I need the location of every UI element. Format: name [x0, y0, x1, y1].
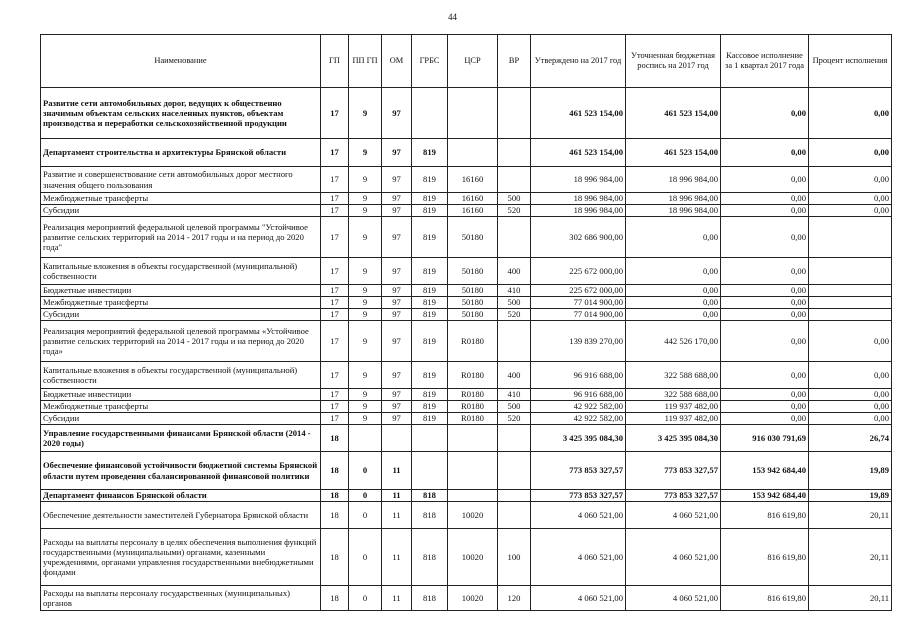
cell-grbs	[412, 425, 448, 452]
cell-budget: 0,00	[626, 258, 721, 285]
cell-grbs	[412, 88, 448, 139]
cell-grbs: 819	[412, 167, 448, 193]
cell-grbs: 819	[412, 413, 448, 425]
cell-approved: 3 425 395 084,30	[531, 425, 626, 452]
cell-csr: 10020	[448, 529, 498, 586]
table-row	[41, 167, 892, 193]
cell-budget: 4 060 521,00	[626, 529, 721, 586]
cell-csr: 16160	[448, 167, 498, 193]
cell-ppgp: 9	[349, 362, 382, 389]
cell-ppgp: 9	[349, 139, 382, 167]
cell-execution: 0,00	[721, 285, 809, 297]
cell-budget: 322 588 688,00	[626, 362, 721, 389]
cell-budget: 3 425 395 084,30	[626, 425, 721, 452]
cell-ppgp: 9	[349, 167, 382, 193]
cell-gp: 17	[321, 139, 349, 167]
cell-name: Расходы на выплаты персоналу государственных (муниципальных) органов	[41, 586, 321, 611]
cell-gp: 18	[321, 529, 349, 586]
cell-grbs: 818	[412, 502, 448, 529]
cell-grbs: 819	[412, 297, 448, 309]
cell-gp: 18	[321, 490, 349, 502]
cell-om: 97	[382, 205, 412, 217]
cell-om: 97	[382, 139, 412, 167]
cell-gp: 17	[321, 205, 349, 217]
cell-grbs: 819	[412, 285, 448, 297]
cell-csr: 50180	[448, 285, 498, 297]
cell-ppgp: 0	[349, 502, 382, 529]
cell-execution: 0,00	[721, 389, 809, 401]
cell-execution: 0,00	[721, 258, 809, 285]
cell-vr: 520	[498, 309, 531, 321]
cell-budget: 461 523 154,00	[626, 88, 721, 139]
cell-vr	[498, 502, 531, 529]
table-row	[41, 452, 892, 490]
cell-budget: 773 853 327,57	[626, 452, 721, 490]
cell-csr: 10020	[448, 586, 498, 611]
table-row	[41, 205, 892, 217]
cell-ppgp: 0	[349, 586, 382, 611]
cell-name: Межбюджетные трансферты	[41, 193, 321, 205]
cell-approved: 96 916 688,00	[531, 362, 626, 389]
cell-grbs: 819	[412, 389, 448, 401]
cell-ppgp: 9	[349, 309, 382, 321]
cell-vr: 500	[498, 193, 531, 205]
cell-csr: 10020	[448, 502, 498, 529]
cell-name: Субсидии	[41, 205, 321, 217]
header-ppgp: ПП ГП	[349, 35, 382, 88]
cell-csr	[448, 452, 498, 490]
cell-budget: 119 937 482,00	[626, 401, 721, 413]
cell-name: Обеспечение финансовой устойчивости бюджетной системы Брянской области путем проведения сбалансированной финансовой политики	[41, 452, 321, 490]
cell-grbs: 819	[412, 139, 448, 167]
cell-ppgp: 9	[349, 297, 382, 309]
cell-gp: 18	[321, 586, 349, 611]
table-row	[41, 217, 892, 258]
header-om: ОМ	[382, 35, 412, 88]
cell-csr	[448, 490, 498, 502]
cell-csr: R0180	[448, 362, 498, 389]
cell-om: 11	[382, 502, 412, 529]
cell-gp: 17	[321, 389, 349, 401]
cell-gp: 17	[321, 297, 349, 309]
cell-budget: 773 853 327,57	[626, 490, 721, 502]
cell-budget: 18 996 984,00	[626, 167, 721, 193]
cell-ppgp: 9	[349, 258, 382, 285]
cell-om: 11	[382, 529, 412, 586]
cell-om: 97	[382, 321, 412, 362]
table-row	[41, 139, 892, 167]
cell-grbs	[412, 452, 448, 490]
header-grbs: ГРБС	[412, 35, 448, 88]
table-row	[41, 297, 892, 309]
cell-approved: 18 996 984,00	[531, 205, 626, 217]
cell-gp: 18	[321, 502, 349, 529]
cell-approved: 461 523 154,00	[531, 139, 626, 167]
cell-approved: 225 672 000,00	[531, 258, 626, 285]
cell-approved: 18 996 984,00	[531, 193, 626, 205]
cell-budget: 0,00	[626, 285, 721, 297]
cell-execution: 0,00	[721, 362, 809, 389]
cell-gp: 17	[321, 413, 349, 425]
cell-csr: R0180	[448, 413, 498, 425]
cell-percent	[809, 217, 892, 258]
cell-execution: 816 619,80	[721, 529, 809, 586]
cell-om: 97	[382, 217, 412, 258]
cell-percent: 0,00	[809, 413, 892, 425]
cell-om: 97	[382, 258, 412, 285]
cell-om: 97	[382, 362, 412, 389]
cell-budget: 461 523 154,00	[626, 139, 721, 167]
cell-csr	[448, 425, 498, 452]
cell-gp: 17	[321, 88, 349, 139]
cell-execution: 153 942 684,40	[721, 490, 809, 502]
table-row	[41, 88, 892, 139]
cell-vr: 100	[498, 529, 531, 586]
cell-ppgp: 9	[349, 285, 382, 297]
cell-csr: 50180	[448, 309, 498, 321]
table-row	[41, 258, 892, 285]
cell-gp: 18	[321, 425, 349, 452]
table-row	[41, 490, 892, 502]
cell-execution: 0,00	[721, 167, 809, 193]
cell-percent: 0,00	[809, 139, 892, 167]
cell-execution: 0,00	[721, 139, 809, 167]
cell-name: Реализация мероприятий федеральной целевой программы "Устойчивое развитие сельских территорий на 2014 - 2017 годы и на период до 2020 года"	[41, 217, 321, 258]
cell-execution: 0,00	[721, 413, 809, 425]
cell-approved: 4 060 521,00	[531, 502, 626, 529]
header-percent: Процент исполнения	[809, 35, 892, 88]
cell-name: Управление государственными финансами Брянской области (2014 - 2020 годы)	[41, 425, 321, 452]
cell-vr: 400	[498, 362, 531, 389]
cell-gp: 17	[321, 193, 349, 205]
cell-name: Реализация мероприятий федеральной целевой программы «Устойчивое развитие сельских территорий на 2014 - 2017 годы и на период до 2020 года»	[41, 321, 321, 362]
cell-csr	[448, 88, 498, 139]
cell-om: 11	[382, 452, 412, 490]
table-row	[41, 193, 892, 205]
cell-name: Межбюджетные трансферты	[41, 297, 321, 309]
cell-csr: R0180	[448, 389, 498, 401]
cell-execution: 816 619,80	[721, 502, 809, 529]
table-header-row	[41, 35, 892, 88]
cell-percent: 20,11	[809, 502, 892, 529]
header-gp: ГП	[321, 35, 349, 88]
cell-grbs: 819	[412, 217, 448, 258]
cell-grbs: 819	[412, 258, 448, 285]
page-number: 44	[448, 12, 457, 22]
budget-table	[40, 34, 892, 611]
cell-name: Расходы на выплаты персоналу в целях обеспечения выполнения функций государственными (муниципальными) органами, казенными учреждениями, органами управления государственными внебюджетными фондами	[41, 529, 321, 586]
cell-approved: 773 853 327,57	[531, 452, 626, 490]
cell-grbs: 818	[412, 490, 448, 502]
cell-name: Капитальные вложения в объекты государственной (муниципальной) собственности	[41, 362, 321, 389]
cell-csr: R0180	[448, 321, 498, 362]
cell-gp: 17	[321, 285, 349, 297]
cell-budget: 0,00	[626, 217, 721, 258]
cell-percent: 0,00	[809, 88, 892, 139]
cell-approved: 302 686 900,00	[531, 217, 626, 258]
cell-percent: 20,11	[809, 586, 892, 611]
cell-ppgp: 0	[349, 529, 382, 586]
cell-om: 97	[382, 297, 412, 309]
cell-vr	[498, 167, 531, 193]
cell-budget: 442 526 170,00	[626, 321, 721, 362]
cell-ppgp: 0	[349, 452, 382, 490]
cell-percent	[809, 297, 892, 309]
cell-execution: 816 619,80	[721, 586, 809, 611]
cell-vr	[498, 425, 531, 452]
cell-budget: 119 937 482,00	[626, 413, 721, 425]
cell-percent	[809, 285, 892, 297]
cell-ppgp: 9	[349, 193, 382, 205]
cell-gp: 17	[321, 362, 349, 389]
header-vr: ВР	[498, 35, 531, 88]
cell-execution: 0,00	[721, 297, 809, 309]
cell-grbs: 818	[412, 586, 448, 611]
cell-grbs: 819	[412, 193, 448, 205]
cell-execution: 0,00	[721, 401, 809, 413]
cell-csr: 50180	[448, 217, 498, 258]
cell-om: 97	[382, 401, 412, 413]
cell-name: Субсидии	[41, 309, 321, 321]
cell-vr: 400	[498, 258, 531, 285]
cell-csr: 16160	[448, 205, 498, 217]
cell-execution: 916 030 791,69	[721, 425, 809, 452]
cell-approved: 42 922 582,00	[531, 413, 626, 425]
cell-percent: 20,11	[809, 529, 892, 586]
cell-approved: 139 839 270,00	[531, 321, 626, 362]
cell-name: Развитие сети автомобильных дорог, ведущих к общественно значимым объектам сельских населенных пунктов, объектам производства и переработки сельскохозяйственной продукции	[41, 88, 321, 139]
cell-grbs: 819	[412, 309, 448, 321]
cell-gp: 17	[321, 321, 349, 362]
cell-om: 97	[382, 285, 412, 297]
cell-csr: 50180	[448, 258, 498, 285]
cell-percent: 0,00	[809, 193, 892, 205]
cell-vr	[498, 452, 531, 490]
cell-budget: 322 588 688,00	[626, 389, 721, 401]
cell-vr	[498, 139, 531, 167]
cell-ppgp: 9	[349, 401, 382, 413]
cell-approved: 4 060 521,00	[531, 586, 626, 611]
cell-vr: 120	[498, 586, 531, 611]
cell-grbs: 819	[412, 205, 448, 217]
cell-budget: 18 996 984,00	[626, 205, 721, 217]
cell-ppgp: 9	[349, 321, 382, 362]
cell-budget: 4 060 521,00	[626, 502, 721, 529]
cell-execution: 0,00	[721, 88, 809, 139]
table-row	[41, 362, 892, 389]
cell-name: Бюджетные инвестиции	[41, 285, 321, 297]
cell-name: Департамент финансов Брянской области	[41, 490, 321, 502]
cell-approved: 773 853 327,57	[531, 490, 626, 502]
cell-approved: 18 996 984,00	[531, 167, 626, 193]
cell-ppgp	[349, 425, 382, 452]
cell-gp: 18	[321, 452, 349, 490]
table-row	[41, 321, 892, 362]
cell-csr	[448, 139, 498, 167]
cell-approved: 77 014 900,00	[531, 309, 626, 321]
cell-name: Бюджетные инвестиции	[41, 389, 321, 401]
cell-percent: 0,00	[809, 389, 892, 401]
cell-execution: 0,00	[721, 217, 809, 258]
cell-grbs: 819	[412, 401, 448, 413]
cell-om: 97	[382, 389, 412, 401]
cell-execution: 0,00	[721, 205, 809, 217]
cell-vr: 520	[498, 205, 531, 217]
header-name: Наименование	[41, 35, 321, 88]
header-approved: Утверждено на 2017 год	[531, 35, 626, 88]
table-row	[41, 389, 892, 401]
cell-percent: 0,00	[809, 205, 892, 217]
table-row	[41, 309, 892, 321]
cell-approved: 225 672 000,00	[531, 285, 626, 297]
cell-vr: 520	[498, 413, 531, 425]
table-row	[41, 502, 892, 529]
cell-vr	[498, 321, 531, 362]
cell-om: 97	[382, 413, 412, 425]
cell-ppgp: 0	[349, 490, 382, 502]
cell-execution: 0,00	[721, 321, 809, 362]
cell-execution: 0,00	[721, 309, 809, 321]
cell-vr: 500	[498, 401, 531, 413]
cell-vr	[498, 88, 531, 139]
cell-ppgp: 9	[349, 205, 382, 217]
cell-gp: 17	[321, 217, 349, 258]
cell-approved: 42 922 582,00	[531, 401, 626, 413]
cell-ppgp: 9	[349, 389, 382, 401]
cell-execution: 0,00	[721, 193, 809, 205]
header-budget: Уточненная бюджетная роспись на 2017 год	[626, 35, 721, 88]
cell-gp: 17	[321, 258, 349, 285]
table-row	[41, 401, 892, 413]
table-row	[41, 529, 892, 586]
cell-percent: 0,00	[809, 401, 892, 413]
cell-vr	[498, 217, 531, 258]
cell-gp: 17	[321, 401, 349, 413]
cell-grbs: 819	[412, 362, 448, 389]
cell-approved: 4 060 521,00	[531, 529, 626, 586]
cell-name: Капитальные вложения в объекты государственной (муниципальной) собственности	[41, 258, 321, 285]
cell-om: 97	[382, 167, 412, 193]
cell-approved: 96 916 688,00	[531, 389, 626, 401]
cell-ppgp: 9	[349, 88, 382, 139]
table-row	[41, 425, 892, 452]
cell-vr	[498, 490, 531, 502]
cell-percent: 0,00	[809, 362, 892, 389]
table-row	[41, 413, 892, 425]
cell-gp: 17	[321, 309, 349, 321]
cell-ppgp: 9	[349, 217, 382, 258]
cell-gp: 17	[321, 167, 349, 193]
cell-om: 11	[382, 490, 412, 502]
table-row	[41, 586, 892, 611]
cell-name: Межбюджетные трансферты	[41, 401, 321, 413]
cell-name: Департамент строительства и архитектуры Брянской области	[41, 139, 321, 167]
cell-percent: 26,74	[809, 425, 892, 452]
cell-csr: 50180	[448, 297, 498, 309]
cell-vr: 500	[498, 297, 531, 309]
cell-name: Обеспечение деятельности заместителей Губернатора Брянской области	[41, 502, 321, 529]
cell-execution: 153 942 684,40	[721, 452, 809, 490]
cell-percent: 19,89	[809, 490, 892, 502]
cell-vr: 410	[498, 285, 531, 297]
cell-approved: 461 523 154,00	[531, 88, 626, 139]
cell-budget: 0,00	[626, 297, 721, 309]
cell-name: Развитие и совершенствование сети автомобильных дорог местного значения общего пользования	[41, 167, 321, 193]
cell-percent	[809, 258, 892, 285]
cell-approved: 77 014 900,00	[531, 297, 626, 309]
cell-om: 97	[382, 309, 412, 321]
cell-om	[382, 425, 412, 452]
cell-vr: 410	[498, 389, 531, 401]
header-csr: ЦСР	[448, 35, 498, 88]
cell-name: Субсидии	[41, 413, 321, 425]
cell-csr: R0180	[448, 401, 498, 413]
cell-percent: 0,00	[809, 321, 892, 362]
cell-percent	[809, 309, 892, 321]
cell-budget: 4 060 521,00	[626, 586, 721, 611]
cell-om: 97	[382, 88, 412, 139]
cell-budget: 18 996 984,00	[626, 193, 721, 205]
cell-csr: 16160	[448, 193, 498, 205]
cell-ppgp: 9	[349, 413, 382, 425]
cell-percent: 19,89	[809, 452, 892, 490]
cell-budget: 0,00	[626, 309, 721, 321]
cell-grbs: 819	[412, 321, 448, 362]
cell-percent: 0,00	[809, 167, 892, 193]
header-execution: Кассовое исполнение за 1 квартал 2017 года	[721, 35, 809, 88]
cell-om: 97	[382, 193, 412, 205]
table-row	[41, 285, 892, 297]
cell-grbs: 818	[412, 529, 448, 586]
cell-om: 11	[382, 586, 412, 611]
